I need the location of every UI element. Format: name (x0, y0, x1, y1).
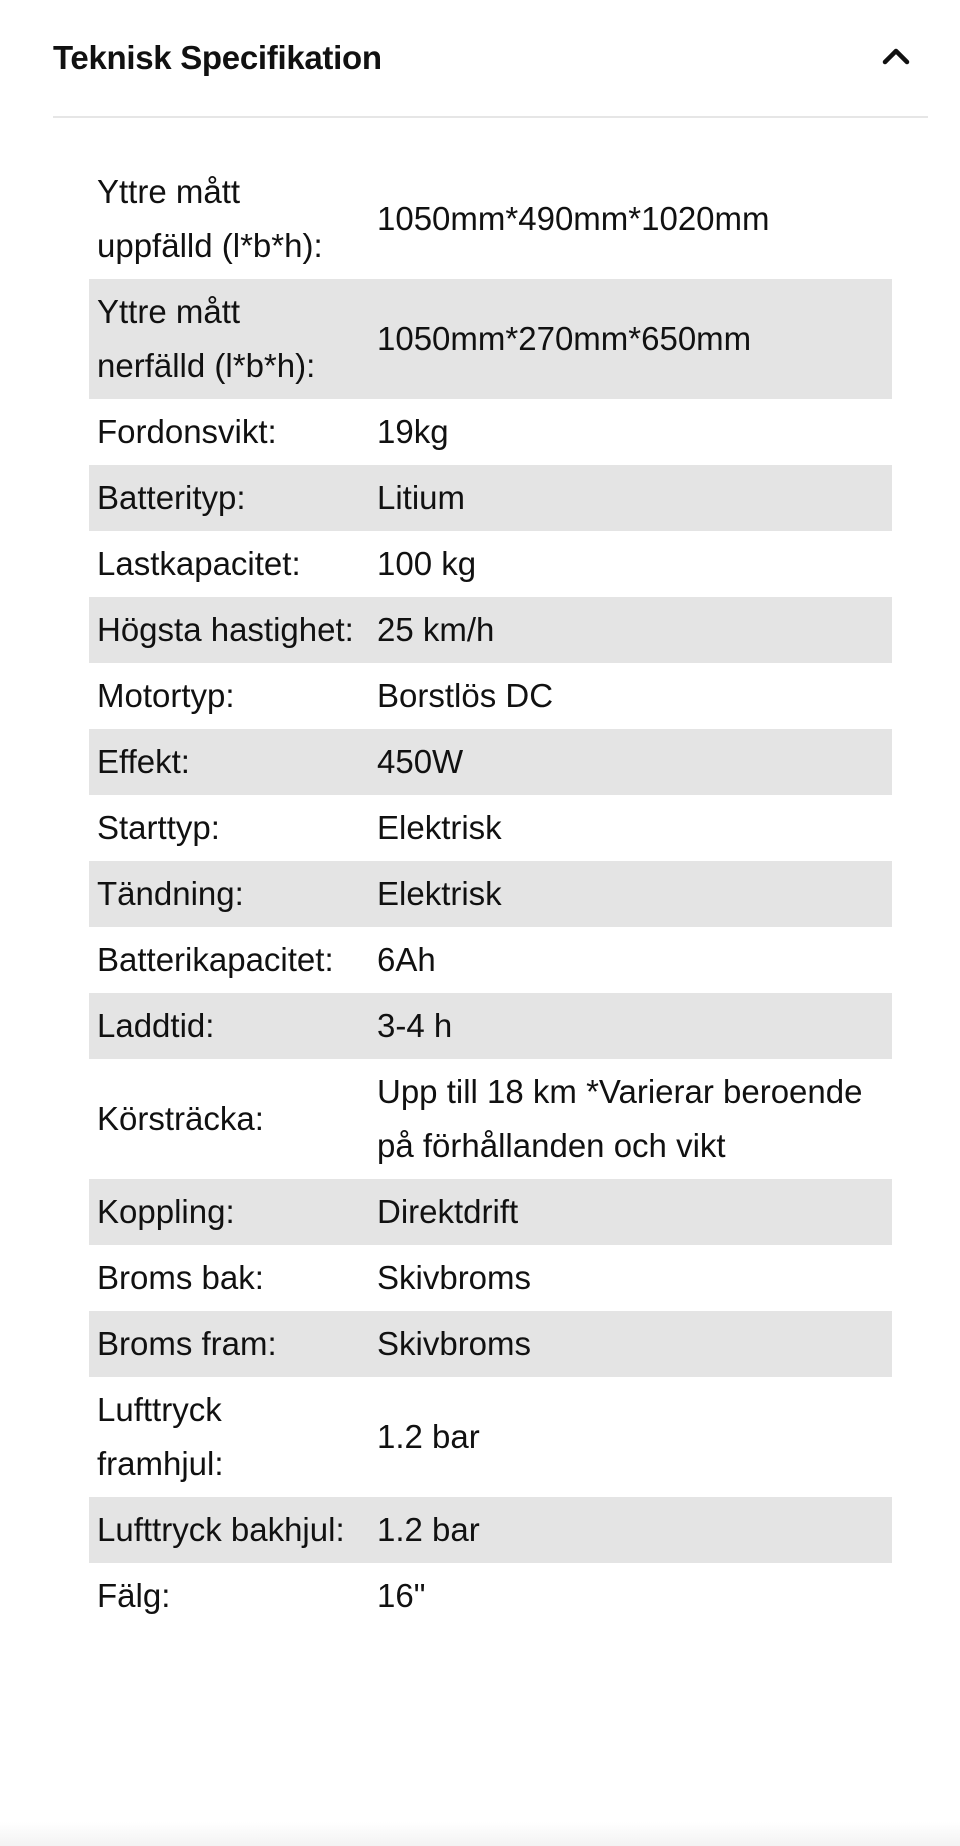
spec-row (89, 663, 892, 729)
spec-label: Starttyp: (97, 809, 220, 846)
spec-row (89, 993, 892, 1059)
spec-label: Körsträcka: (97, 1100, 264, 1137)
spec-table (89, 159, 892, 1629)
spec-label: Lufttryck bakhjul: (89, 1497, 369, 1563)
spec-value: 1.2 bar (369, 1497, 892, 1563)
spec-value: Elektrisk (369, 861, 892, 927)
spec-value: 19kg (377, 413, 449, 450)
spec-value: Direktdrift (369, 1179, 892, 1245)
spec-row (89, 1563, 892, 1629)
spec-row (89, 159, 892, 279)
spec-label: Effekt: (89, 729, 369, 795)
spec-label: Fälg: (97, 1577, 171, 1614)
spec-label: Broms fram: (89, 1311, 369, 1377)
spec-label: Motortyp: (97, 677, 235, 714)
spec-row (89, 279, 892, 399)
spec-value: Skivbroms (369, 1311, 892, 1377)
spec-label: Lufttryck framhjul: (97, 1391, 224, 1482)
spec-value: Borstlös DC (377, 677, 554, 714)
spec-value: 450W (369, 729, 892, 795)
spec-value: Litium (369, 465, 892, 531)
spec-value: 100 kg (377, 545, 477, 582)
spec-row (89, 1179, 892, 1245)
spec-row (89, 927, 892, 993)
spec-value: 1.2 bar (377, 1418, 480, 1455)
spec-row (89, 465, 892, 531)
spec-row (89, 1497, 892, 1563)
spec-row (89, 729, 892, 795)
spec-value: 16" (377, 1577, 426, 1614)
spec-row (89, 1059, 892, 1179)
spec-label: Broms bak: (97, 1259, 264, 1296)
spec-label: Lastkapacitet: (97, 545, 301, 582)
spec-value: 3-4 h (369, 993, 892, 1059)
section-title: Teknisk Specifikation (53, 39, 382, 76)
spec-accordion-header[interactable] (53, 0, 928, 118)
spec-row (89, 1311, 892, 1377)
chevron-up-icon[interactable] (878, 38, 914, 74)
spec-value: Elektrisk (377, 809, 502, 846)
spec-row (89, 597, 892, 663)
spec-label: Laddtid: (89, 993, 369, 1059)
spec-value: Skivbroms (377, 1259, 532, 1296)
spec-label: Batterikapacitet: (97, 941, 334, 978)
spec-label: Koppling: (89, 1179, 369, 1245)
spec-row (89, 399, 892, 465)
spec-row (89, 1245, 892, 1311)
spec-value: 1050mm*490mm*1020mm (377, 200, 770, 237)
spec-label: Fordonsvikt: (97, 413, 277, 450)
spec-row (89, 531, 892, 597)
bottom-edge-shadow (0, 1822, 960, 1846)
spec-label: Högsta hastighet: (89, 597, 369, 663)
spec-label: Yttre mått nerfälld (l*b*h): (89, 279, 369, 399)
spec-row (89, 795, 892, 861)
spec-value: 25 km/h (369, 597, 892, 663)
spec-row (89, 861, 892, 927)
spec-label: Tändning: (89, 861, 369, 927)
spec-label: Batterityp: (89, 465, 369, 531)
spec-value: 6Ah (377, 941, 436, 978)
spec-value: Upp till 18 km *Varierar beroende på förhållanden och vikt (377, 1073, 863, 1164)
spec-row (89, 1377, 892, 1497)
spec-label: Yttre mått uppfälld (l*b*h): (97, 173, 323, 264)
spec-value: 1050mm*270mm*650mm (369, 279, 892, 399)
